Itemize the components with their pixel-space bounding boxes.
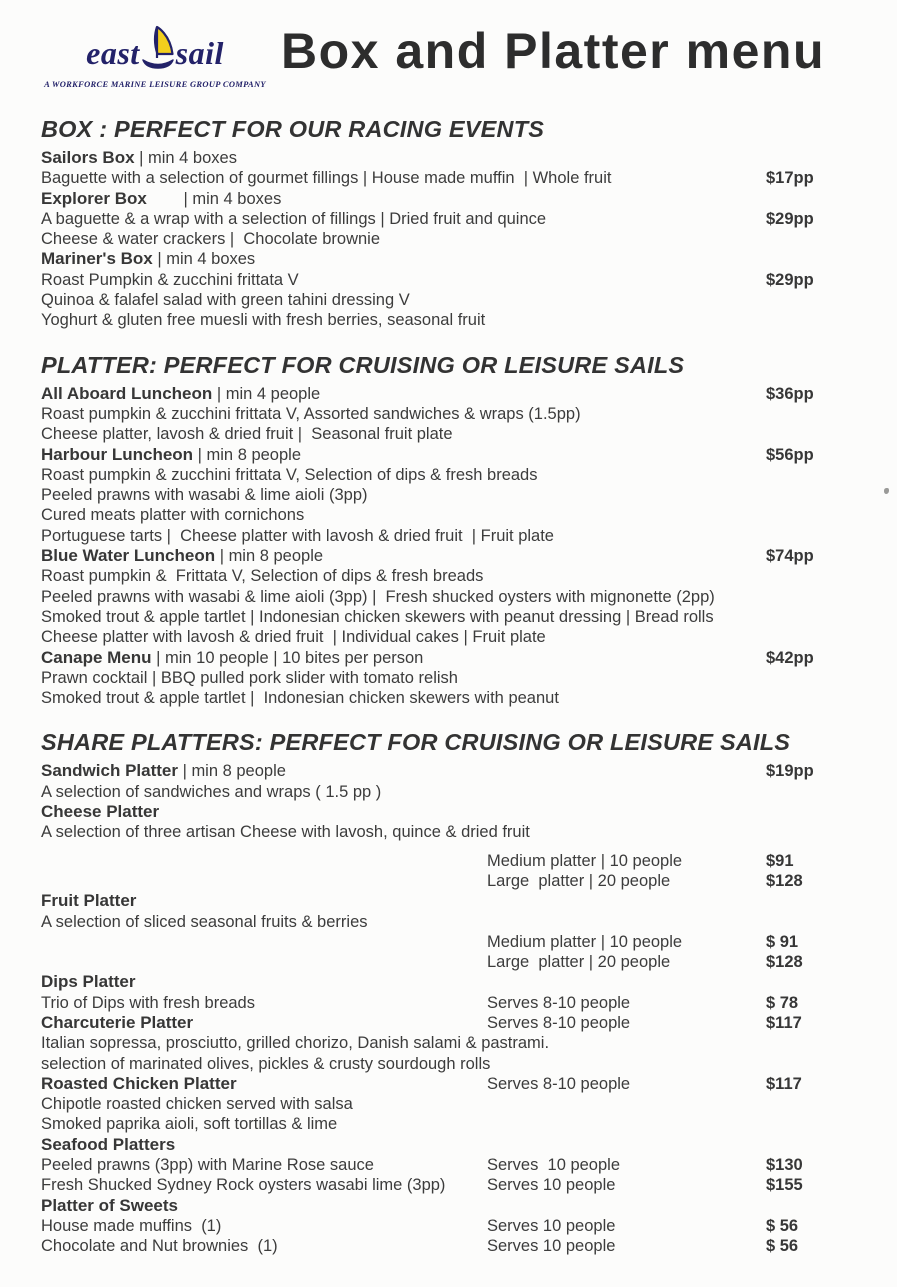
menu-row <box>41 1013 861 1033</box>
serving-info: Medium platter | 10 people <box>487 851 683 870</box>
item-name: Explorer Box <box>41 188 147 208</box>
eastsail-logo <box>41 20 269 89</box>
item-text <box>41 1156 374 1174</box>
item-desc: Roast pumpkin & Frittata V, Selection of dips & fresh breads <box>41 567 484 586</box>
menu-row <box>41 168 861 188</box>
item-text <box>41 547 323 565</box>
item-name: All Aboard Luncheon <box>41 383 213 403</box>
item-desc: Fresh Shucked Sydney Rock oysters wasabi lime (3pp) <box>41 1176 446 1195</box>
item-desc: | min 8 people <box>193 445 301 464</box>
item-text <box>41 1217 221 1235</box>
item-desc: Cheese platter, lavosh & dried fruit | Seasonal fruit plate <box>41 425 453 444</box>
scan-artifact <box>884 488 889 494</box>
item-desc: | min 8 people <box>215 547 324 566</box>
item-desc: Smoked trout & apple tartlet | Indonesian chicken skewers with peanut <box>41 689 559 708</box>
item-name: Platter of Sweets <box>41 1195 178 1215</box>
item-text <box>41 466 537 484</box>
item-text <box>41 913 368 931</box>
item-desc: A selection of sandwiches and wraps ( 1.5 pp ) <box>41 782 382 801</box>
item-name: Mariner's Box <box>41 249 153 269</box>
menu-row <box>41 1196 861 1216</box>
logo-wordmark <box>41 27 269 78</box>
menu-row <box>41 871 861 891</box>
item-name: Blue Water Luncheon <box>41 546 216 566</box>
menu-row <box>41 1175 861 1195</box>
item-text <box>41 588 715 606</box>
section-heading: BOX : PERFECT FOR OUR RACING EVENTS <box>41 116 545 142</box>
item-desc: Smoked paprika aioli, soft tortillas & lime <box>41 1115 338 1134</box>
price: $ 56 <box>766 1216 799 1235</box>
item-text <box>41 291 410 309</box>
menu-row <box>41 290 861 310</box>
item-text <box>41 405 581 423</box>
page-title: Box and Platter menu <box>281 23 825 79</box>
menu-header <box>41 20 861 89</box>
menu-row <box>41 1135 861 1155</box>
item-desc: Italian sopressa, prosciutto, grilled chorizo, Danish salami & pastrami. <box>41 1034 550 1053</box>
price: $56pp <box>766 445 814 464</box>
serving-info: Serves 8-10 people <box>487 993 631 1012</box>
menu-row <box>41 505 861 525</box>
menu-row <box>41 465 861 485</box>
price: $ 91 <box>766 932 799 951</box>
price: $74pp <box>766 547 814 566</box>
menu-row <box>41 1094 861 1114</box>
item-text <box>41 628 546 646</box>
menu-row <box>41 952 861 972</box>
menu-row <box>41 587 861 607</box>
menu-row <box>41 607 861 627</box>
item-text <box>41 1237 278 1255</box>
price: $117 <box>766 1013 802 1032</box>
price: $17pp <box>766 169 814 188</box>
menu-row <box>41 627 861 647</box>
sailboat-icon <box>137 25 179 76</box>
item-desc: A baguette & a wrap with a selection of fillings | Dried fruit and quince <box>41 209 547 228</box>
item-text <box>41 803 159 821</box>
item-name: Seafood Platters <box>41 1134 176 1154</box>
item-desc: Trio of Dips with fresh breads <box>41 993 255 1012</box>
item-text <box>41 567 483 585</box>
menu-section-2 <box>41 352 861 709</box>
item-desc: Smoked trout & apple tartlet | Indonesian chicken skewers with peanut dressing | Bread rolls <box>41 607 714 626</box>
item-desc: Roast Pumpkin & zucchini frittata V <box>41 270 299 289</box>
spacer-row <box>41 843 861 851</box>
item-desc: Cheese & water crackers | Chocolate brownie <box>41 230 381 249</box>
item-text <box>41 1115 337 1133</box>
menu-row <box>41 1054 861 1074</box>
menu-row <box>41 526 861 546</box>
item-name: Cheese Platter <box>41 802 160 822</box>
menu-row <box>41 822 861 842</box>
menu-row <box>41 932 861 952</box>
item-text <box>41 1095 353 1113</box>
item-text <box>41 1136 175 1154</box>
item-text <box>41 527 554 545</box>
item-desc: Peeled prawns with wasabi & lime aioli (3pp) <box>41 486 368 505</box>
menu-row <box>41 1114 861 1134</box>
item-text <box>41 973 135 991</box>
price: $128 <box>766 871 803 890</box>
item-desc: Cheese platter with lavosh & dried fruit | Individual cakes | Fruit plate <box>41 628 546 647</box>
item-desc: | min 4 boxes <box>152 250 256 269</box>
menu-row <box>41 993 861 1013</box>
item-desc: Quinoa & falafel salad with green tahini dressing V <box>41 291 410 310</box>
item-text <box>41 250 255 268</box>
item-desc: House made muffins (1) <box>41 1216 222 1235</box>
serving-info: Large platter | 20 people <box>487 953 671 972</box>
menu-section-3 <box>41 729 861 1256</box>
menu-row <box>41 1155 861 1175</box>
item-text <box>41 1055 490 1073</box>
menu-row <box>41 404 861 424</box>
item-text <box>41 1197 178 1215</box>
price: $ 78 <box>766 993 799 1012</box>
item-text <box>41 1014 193 1032</box>
item-name: Charcuterie Platter <box>41 1012 194 1032</box>
item-text <box>41 425 453 443</box>
item-name: Fruit Platter <box>41 891 137 911</box>
section-heading: SHARE PLATTERS: PERFECT FOR CRUISING OR LEISURE SAILS <box>41 729 791 756</box>
item-desc: Prawn cocktail | BBQ pulled pork slider with tomato relish <box>41 668 458 687</box>
serving-info: Large platter | 20 people <box>487 871 671 890</box>
menu-row <box>41 310 861 330</box>
item-text <box>41 169 611 187</box>
item-text <box>41 311 485 329</box>
item-desc: Portuguese tarts | Cheese platter with lavosh & dried fruit | Fruit plate <box>41 526 554 545</box>
item-desc: Peeled prawns with wasabi & lime aioli (3pp) | Fresh shucked oysters with mignonette (2pp) <box>41 587 715 606</box>
price: $91 <box>766 851 794 870</box>
menu-row <box>41 891 861 911</box>
menu-row <box>41 445 861 465</box>
menu-row <box>41 249 861 269</box>
menu-row <box>41 1033 861 1053</box>
item-name: Dips Platter <box>41 972 136 992</box>
menu-row <box>41 851 861 871</box>
item-name: Harbour Luncheon <box>41 444 194 464</box>
item-text <box>41 669 458 687</box>
serving-info: Serves 10 people <box>487 1237 616 1256</box>
serving-info: Serves 8-10 people <box>487 1013 631 1032</box>
menu-row <box>41 912 861 932</box>
price: $42pp <box>766 648 814 667</box>
item-text <box>41 149 237 167</box>
menu-row <box>41 270 861 290</box>
item-name: Canape Menu <box>41 647 152 667</box>
item-text <box>41 994 255 1012</box>
menu-section-1 <box>41 116 861 331</box>
item-text <box>41 230 380 248</box>
item-name: Sailors Box <box>41 148 135 167</box>
menu-row <box>41 229 861 249</box>
menu-sections <box>41 116 861 1257</box>
item-text <box>41 608 714 626</box>
menu-row <box>41 189 861 209</box>
item-text <box>41 506 304 524</box>
item-text <box>41 892 136 910</box>
menu-row <box>41 209 861 229</box>
item-text <box>41 649 423 667</box>
item-desc: A selection of three artisan Cheese with lavosh, quince & dried fruit <box>41 823 530 842</box>
menu-row <box>41 761 861 781</box>
item-text <box>41 446 301 464</box>
item-text <box>41 190 281 208</box>
item-desc: | min 4 boxes <box>134 149 237 167</box>
item-text <box>41 271 299 289</box>
item-desc: | min 8 people <box>177 762 286 781</box>
price: $29pp <box>766 270 814 289</box>
item-text <box>41 1075 237 1093</box>
item-desc: Baguette with a selection of gourmet fillings | House made muffin | Whole fruit <box>41 169 612 188</box>
item-desc: Cured meats platter with cornichons <box>41 506 305 525</box>
item-text <box>41 762 286 780</box>
item-text <box>41 783 381 801</box>
price: $130 <box>766 1156 803 1175</box>
price: $19pp <box>766 762 814 781</box>
serving-info: Serves 10 people <box>487 1156 621 1175</box>
menu-row <box>41 972 861 992</box>
logo-tagline: A WORKFORCE MARINE LEISURE GROUP COMPANY <box>44 79 266 89</box>
item-desc: A selection of sliced seasonal fruits & berries <box>41 912 368 931</box>
section-heading: PLATTER: PERFECT FOR CRUISING OR LEISURE SAILS <box>41 351 685 378</box>
item-name: Sandwich Platter <box>41 761 178 781</box>
item-text <box>41 210 546 228</box>
menu-row <box>41 546 861 566</box>
item-text <box>41 823 530 841</box>
menu-row <box>41 668 861 688</box>
price: $128 <box>766 953 803 972</box>
item-text <box>41 385 320 403</box>
serving-info: Serves 10 people <box>487 1176 616 1195</box>
item-desc: selection of marinated olives, pickles & crusty sourdough rolls <box>41 1054 491 1073</box>
item-desc: Yoghurt & gluten free muesli with fresh berries, seasonal fruit <box>41 311 486 330</box>
item-desc: Roast pumpkin & zucchini frittata V, Selection of dips & fresh breads <box>41 465 538 484</box>
item-text <box>41 1034 549 1052</box>
item-desc: | min 4 people <box>212 384 321 403</box>
item-text <box>41 689 559 707</box>
item-desc: Peeled prawns (3pp) with Marine Rose sauce <box>41 1156 374 1175</box>
item-desc: | min 10 people | 10 bites per person <box>151 648 424 667</box>
menu-row <box>41 688 861 708</box>
item-desc: | min 4 boxes <box>146 189 282 208</box>
item-text <box>41 1176 445 1194</box>
price: $117 <box>766 1074 802 1093</box>
price: $ 56 <box>766 1237 799 1256</box>
menu-row <box>41 648 861 668</box>
item-desc: Chocolate and Nut brownies (1) <box>41 1237 278 1256</box>
menu-row <box>41 1236 861 1256</box>
serving-info: Medium platter | 10 people <box>487 932 683 951</box>
menu-row <box>41 1074 861 1094</box>
menu-row <box>41 485 861 505</box>
menu-row <box>41 1216 861 1236</box>
item-text <box>41 486 368 504</box>
logo-text-east: east <box>86 34 140 71</box>
price: $155 <box>766 1176 803 1195</box>
menu-row <box>41 148 861 168</box>
menu-row <box>41 802 861 822</box>
price: $29pp <box>766 209 814 228</box>
item-name: Roasted Chicken Platter <box>41 1073 237 1093</box>
serving-info: Serves 10 people <box>487 1216 616 1235</box>
logo-text-sail: sail <box>175 34 224 71</box>
menu-row <box>41 566 861 586</box>
item-desc: Roast pumpkin & zucchini frittata V, Assorted sandwiches & wraps (1.5pp) <box>41 404 581 423</box>
menu-row <box>41 384 861 404</box>
price: $36pp <box>766 384 814 403</box>
menu-row <box>41 782 861 802</box>
menu-row <box>41 424 861 444</box>
item-desc: Chipotle roasted chicken served with salsa <box>41 1095 353 1114</box>
serving-info: Serves 8-10 people <box>487 1074 631 1093</box>
